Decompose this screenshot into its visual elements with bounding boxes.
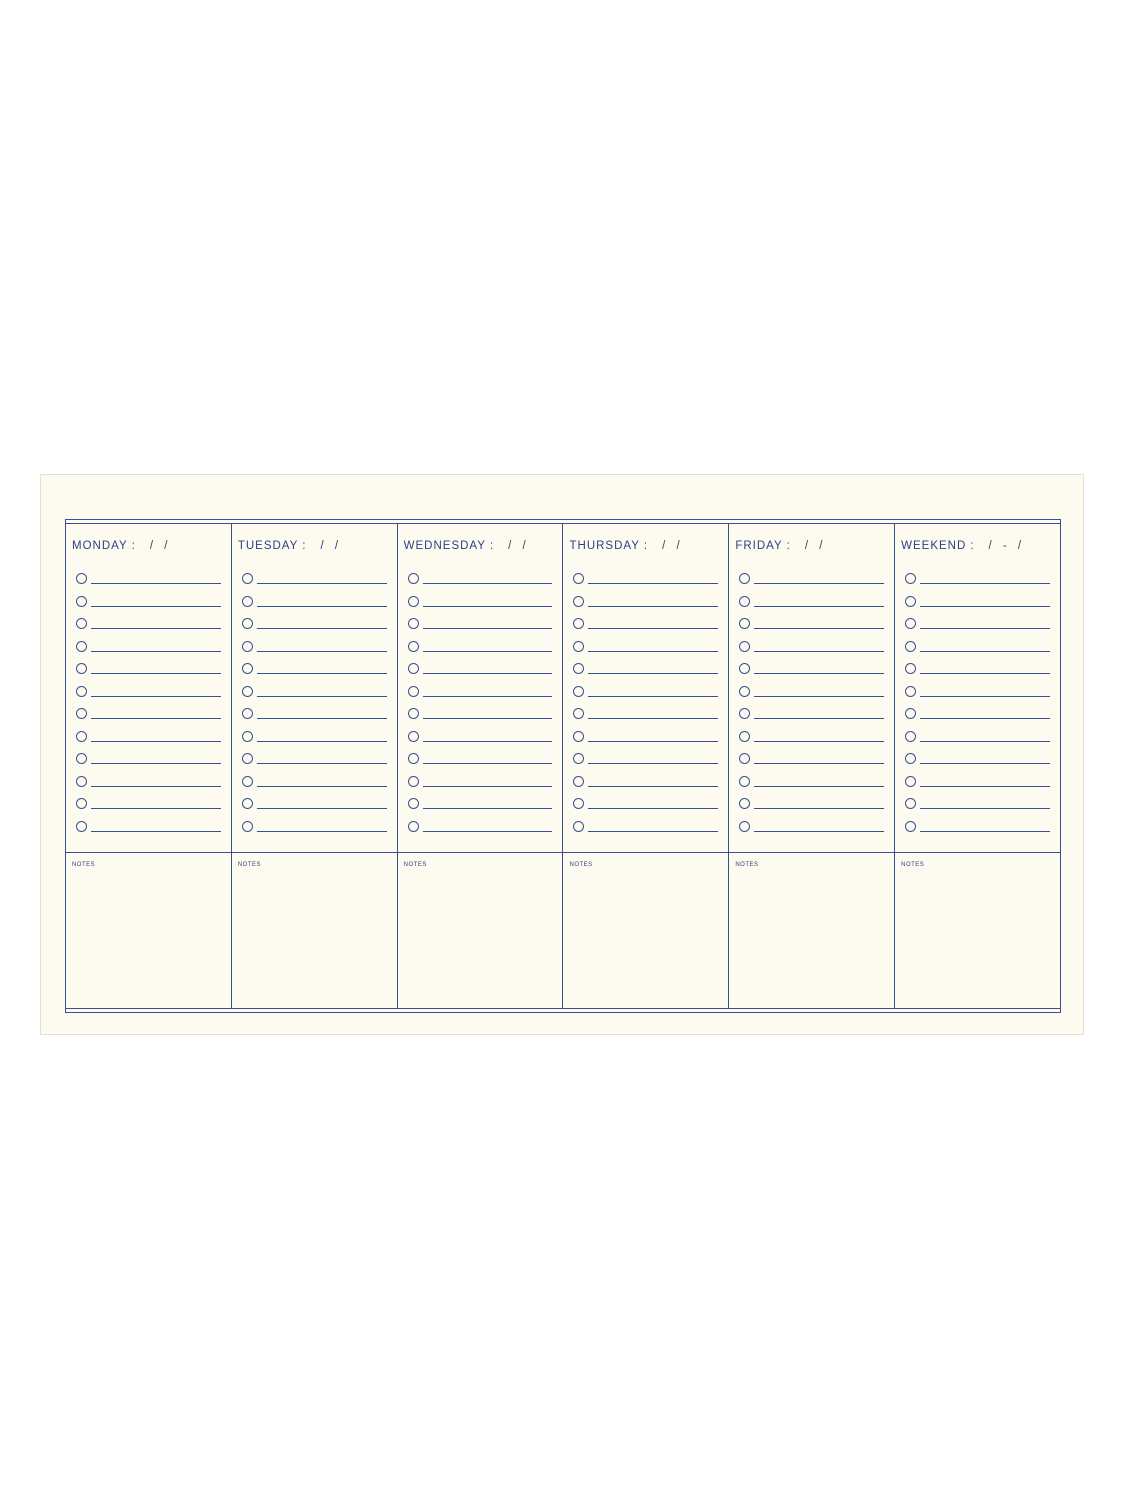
task-row (242, 571, 387, 594)
task-row (76, 819, 221, 842)
checkbox-circle-icon[interactable] (573, 618, 584, 629)
task-row (573, 751, 718, 774)
task-line[interactable] (91, 651, 221, 652)
checkbox-circle-icon[interactable] (242, 731, 253, 742)
checkbox-circle-icon[interactable] (242, 686, 253, 697)
task-line[interactable] (754, 583, 884, 584)
task-row (408, 729, 553, 752)
task-line[interactable] (588, 673, 718, 674)
day-column-friday (728, 524, 894, 1008)
task-line[interactable] (91, 696, 221, 697)
checkbox-circle-icon[interactable] (739, 573, 750, 584)
task-line[interactable] (754, 831, 884, 832)
task-row (739, 819, 884, 842)
task-row (242, 819, 387, 842)
day-header (569, 540, 683, 552)
checkbox-circle-icon[interactable] (573, 821, 584, 832)
checkbox-circle-icon[interactable] (76, 596, 87, 607)
task-line[interactable] (920, 741, 1050, 742)
task-line[interactable] (91, 808, 221, 809)
task-row (739, 594, 884, 617)
task-row (408, 616, 553, 639)
checkbox-circle-icon[interactable] (408, 618, 419, 629)
task-row (739, 616, 884, 639)
task-line[interactable] (423, 651, 553, 652)
task-row (408, 751, 553, 774)
task-line[interactable] (257, 628, 387, 629)
checkbox-circle-icon[interactable] (76, 641, 87, 652)
task-line[interactable] (91, 673, 221, 674)
day-name: FRIDAY (735, 540, 783, 552)
task-row (905, 639, 1050, 662)
task-line[interactable] (257, 763, 387, 764)
task-row (76, 796, 221, 819)
checkbox-circle-icon[interactable] (76, 686, 87, 697)
checkbox-circle-icon[interactable] (573, 596, 584, 607)
date-field[interactable]: / / (662, 540, 684, 552)
date-field[interactable]: / / (508, 540, 530, 552)
task-row (408, 819, 553, 842)
day-column-wednesday (397, 524, 563, 1008)
day-column-monday (66, 524, 231, 1008)
checkbox-circle-icon[interactable] (76, 731, 87, 742)
task-line[interactable] (754, 808, 884, 809)
checkbox-circle-icon[interactable] (242, 596, 253, 607)
task-line[interactable] (920, 763, 1050, 764)
task-row (573, 796, 718, 819)
task-row (905, 751, 1050, 774)
task-line[interactable] (257, 651, 387, 652)
task-row (739, 796, 884, 819)
task-row (905, 729, 1050, 752)
task-line[interactable] (754, 718, 884, 719)
task-row (573, 729, 718, 752)
task-line[interactable] (754, 606, 884, 607)
task-row (242, 661, 387, 684)
day-header (404, 540, 530, 552)
day-separator: : (786, 540, 791, 552)
checkbox-circle-icon[interactable] (408, 596, 419, 607)
task-list (739, 571, 884, 841)
date-field[interactable]: / / (804, 540, 827, 552)
task-row (905, 796, 1050, 819)
task-list (905, 571, 1050, 841)
task-line[interactable] (588, 763, 718, 764)
notes-label: NOTES (72, 862, 96, 868)
task-row (905, 594, 1050, 617)
task-row (739, 639, 884, 662)
task-row (905, 661, 1050, 684)
checkbox-circle-icon[interactable] (905, 731, 916, 742)
task-line[interactable] (754, 628, 884, 629)
task-row (76, 639, 221, 662)
notes-label: NOTES (569, 862, 593, 868)
task-line[interactable] (920, 808, 1050, 809)
day-header (238, 540, 342, 552)
task-line[interactable] (257, 606, 387, 607)
checkbox-circle-icon[interactable] (905, 753, 916, 764)
day-separator: : (643, 540, 649, 552)
task-row (573, 819, 718, 842)
checkbox-circle-icon[interactable] (573, 731, 584, 742)
checkbox-circle-icon[interactable] (242, 708, 253, 719)
task-row (242, 796, 387, 819)
checkbox-circle-icon[interactable] (905, 663, 916, 674)
task-row (76, 684, 221, 707)
task-line[interactable] (257, 831, 387, 832)
day-columns (66, 524, 1060, 1008)
day-header (901, 540, 1025, 552)
checkbox-circle-icon[interactable] (76, 573, 87, 584)
task-row (905, 616, 1050, 639)
day-name: THURSDAY (569, 540, 640, 552)
task-line[interactable] (920, 831, 1050, 832)
checkbox-circle-icon[interactable] (905, 596, 916, 607)
day-header (735, 540, 826, 552)
day-column-weekend (894, 524, 1060, 1008)
task-line[interactable] (423, 786, 553, 787)
task-row (408, 774, 553, 797)
task-row (76, 661, 221, 684)
task-row (573, 639, 718, 662)
task-line[interactable] (588, 808, 718, 809)
checkbox-circle-icon[interactable] (739, 618, 750, 629)
task-line[interactable] (920, 628, 1050, 629)
task-line[interactable] (91, 741, 221, 742)
checkbox-circle-icon[interactable] (739, 731, 750, 742)
task-row (242, 751, 387, 774)
checkbox-circle-icon[interactable] (905, 821, 916, 832)
task-row (408, 571, 553, 594)
day-name: WEEKEND (901, 540, 967, 552)
checkbox-circle-icon[interactable] (76, 776, 87, 787)
checkbox-circle-icon[interactable] (573, 641, 584, 652)
date-field[interactable]: / / (320, 540, 343, 552)
checkbox-circle-icon[interactable] (739, 686, 750, 697)
day-column-thursday (562, 524, 728, 1008)
task-row (573, 661, 718, 684)
checkbox-circle-icon[interactable] (408, 798, 419, 809)
task-list (408, 571, 553, 841)
checkbox-circle-icon[interactable] (408, 686, 419, 697)
task-row (408, 639, 553, 662)
bottom-rule (66, 1008, 1060, 1009)
task-line[interactable] (423, 808, 553, 809)
checkbox-circle-icon[interactable] (905, 641, 916, 652)
day-separator: : (131, 540, 136, 552)
task-row (573, 616, 718, 639)
task-line[interactable] (754, 673, 884, 674)
notes-label: NOTES (735, 862, 759, 868)
checkbox-circle-icon[interactable] (739, 753, 750, 764)
task-row (739, 774, 884, 797)
task-line[interactable] (423, 718, 553, 719)
task-line[interactable] (91, 786, 221, 787)
task-row (242, 729, 387, 752)
checkbox-circle-icon[interactable] (242, 753, 253, 764)
task-row (242, 639, 387, 662)
task-row (242, 594, 387, 617)
checkbox-circle-icon[interactable] (242, 641, 253, 652)
task-line[interactable] (423, 741, 553, 742)
task-line[interactable] (920, 583, 1050, 584)
task-row (573, 706, 718, 729)
checkbox-circle-icon[interactable] (739, 821, 750, 832)
task-line[interactable] (920, 696, 1050, 697)
task-row (905, 706, 1050, 729)
task-row (573, 571, 718, 594)
task-line[interactable] (91, 831, 221, 832)
checkbox-circle-icon[interactable] (905, 573, 916, 584)
checkbox-circle-icon[interactable] (905, 708, 916, 719)
task-line[interactable] (257, 718, 387, 719)
task-line[interactable] (257, 808, 387, 809)
checkbox-circle-icon[interactable] (573, 708, 584, 719)
task-line[interactable] (920, 651, 1050, 652)
task-line[interactable] (588, 696, 718, 697)
day-column-tuesday (231, 524, 397, 1008)
task-line[interactable] (423, 763, 553, 764)
task-row (242, 774, 387, 797)
checkbox-circle-icon[interactable] (76, 753, 87, 764)
task-line[interactable] (257, 696, 387, 697)
checkbox-circle-icon[interactable] (242, 821, 253, 832)
task-row (905, 571, 1050, 594)
task-row (905, 774, 1050, 797)
checkbox-circle-icon[interactable] (408, 573, 419, 584)
task-row (76, 774, 221, 797)
checkbox-circle-icon[interactable] (905, 618, 916, 629)
checkbox-circle-icon[interactable] (408, 776, 419, 787)
task-row (739, 684, 884, 707)
checkbox-circle-icon[interactable] (905, 798, 916, 809)
notes-label: NOTES (237, 862, 261, 868)
checkbox-circle-icon[interactable] (739, 596, 750, 607)
task-row (76, 706, 221, 729)
task-row (573, 684, 718, 707)
task-line[interactable] (920, 673, 1050, 674)
task-line[interactable] (91, 606, 221, 607)
checkbox-circle-icon[interactable] (242, 663, 253, 674)
task-line[interactable] (257, 786, 387, 787)
notes-label: NOTES (901, 862, 925, 868)
checkbox-circle-icon[interactable] (408, 708, 419, 719)
day-separator: : (489, 540, 495, 552)
checkbox-circle-icon[interactable] (76, 663, 87, 674)
date-field[interactable]: / / (149, 540, 172, 552)
task-row (739, 729, 884, 752)
task-row (76, 616, 221, 639)
task-row (408, 594, 553, 617)
task-row (905, 819, 1050, 842)
day-header (72, 540, 171, 552)
task-line[interactable] (588, 718, 718, 719)
checkbox-circle-icon[interactable] (408, 753, 419, 764)
checkbox-circle-icon[interactable] (739, 776, 750, 787)
planner-sheet (40, 474, 1084, 1035)
task-line[interactable] (257, 741, 387, 742)
checkbox-circle-icon[interactable] (408, 731, 419, 742)
checkbox-circle-icon[interactable] (242, 798, 253, 809)
task-row (739, 571, 884, 594)
task-row (408, 684, 553, 707)
checkbox-circle-icon[interactable] (242, 618, 253, 629)
task-line[interactable] (91, 718, 221, 719)
checkbox-circle-icon[interactable] (76, 618, 87, 629)
checkbox-circle-icon[interactable] (408, 641, 419, 652)
checkbox-circle-icon[interactable] (408, 663, 419, 674)
task-line[interactable] (920, 606, 1050, 607)
task-row (76, 729, 221, 752)
task-line[interactable] (754, 741, 884, 742)
task-row (573, 774, 718, 797)
task-row (408, 661, 553, 684)
task-line[interactable] (423, 606, 553, 607)
day-name: WEDNESDAY (403, 540, 486, 552)
task-list (573, 571, 718, 841)
task-line[interactable] (588, 741, 718, 742)
task-row (739, 706, 884, 729)
task-line[interactable] (588, 831, 718, 832)
task-row (242, 616, 387, 639)
task-line[interactable] (754, 763, 884, 764)
checkbox-circle-icon[interactable] (408, 821, 419, 832)
task-row (76, 571, 221, 594)
task-row (76, 751, 221, 774)
date-field[interactable]: / - / (988, 540, 1026, 552)
day-name: MONDAY (72, 540, 128, 552)
checkbox-circle-icon[interactable] (76, 708, 87, 719)
task-list (76, 571, 221, 841)
task-list (242, 571, 387, 841)
task-row (242, 706, 387, 729)
checkbox-circle-icon[interactable] (739, 708, 750, 719)
task-line[interactable] (91, 583, 221, 584)
checkbox-circle-icon[interactable] (573, 663, 584, 674)
day-separator: : (970, 540, 975, 552)
checkbox-circle-icon[interactable] (905, 686, 916, 697)
notes-label: NOTES (403, 862, 427, 868)
task-row (408, 706, 553, 729)
task-line[interactable] (423, 583, 553, 584)
day-name: TUESDAY (237, 540, 299, 552)
checkbox-circle-icon[interactable] (573, 753, 584, 764)
checkbox-circle-icon[interactable] (242, 573, 253, 584)
checkbox-circle-icon[interactable] (76, 821, 87, 832)
task-row (408, 796, 553, 819)
task-line[interactable] (754, 696, 884, 697)
task-row (739, 661, 884, 684)
task-line[interactable] (920, 718, 1050, 719)
task-line[interactable] (423, 696, 553, 697)
task-row (242, 684, 387, 707)
task-line[interactable] (588, 628, 718, 629)
checkbox-circle-icon[interactable] (739, 641, 750, 652)
task-line[interactable] (588, 606, 718, 607)
task-line[interactable] (920, 786, 1050, 787)
task-line[interactable] (91, 628, 221, 629)
checkbox-circle-icon[interactable] (573, 686, 584, 697)
checkbox-circle-icon[interactable] (905, 776, 916, 787)
task-line[interactable] (588, 651, 718, 652)
task-row (76, 594, 221, 617)
task-row (739, 751, 884, 774)
checkbox-circle-icon[interactable] (739, 798, 750, 809)
task-line[interactable] (423, 628, 553, 629)
task-row (905, 684, 1050, 707)
checkbox-circle-icon[interactable] (573, 776, 584, 787)
day-separator: : (302, 540, 307, 552)
task-line[interactable] (754, 651, 884, 652)
task-line[interactable] (423, 831, 553, 832)
planner-frame (65, 519, 1061, 1013)
task-row (573, 594, 718, 617)
checkbox-circle-icon[interactable] (242, 776, 253, 787)
checkbox-circle-icon[interactable] (573, 573, 584, 584)
checkbox-circle-icon[interactable] (739, 663, 750, 674)
task-line[interactable] (588, 583, 718, 584)
task-line[interactable] (257, 583, 387, 584)
task-line[interactable] (257, 673, 387, 674)
task-line[interactable] (754, 786, 884, 787)
checkbox-circle-icon[interactable] (573, 798, 584, 809)
task-line[interactable] (423, 673, 553, 674)
task-line[interactable] (91, 763, 221, 764)
task-line[interactable] (588, 786, 718, 787)
checkbox-circle-icon[interactable] (76, 798, 87, 809)
